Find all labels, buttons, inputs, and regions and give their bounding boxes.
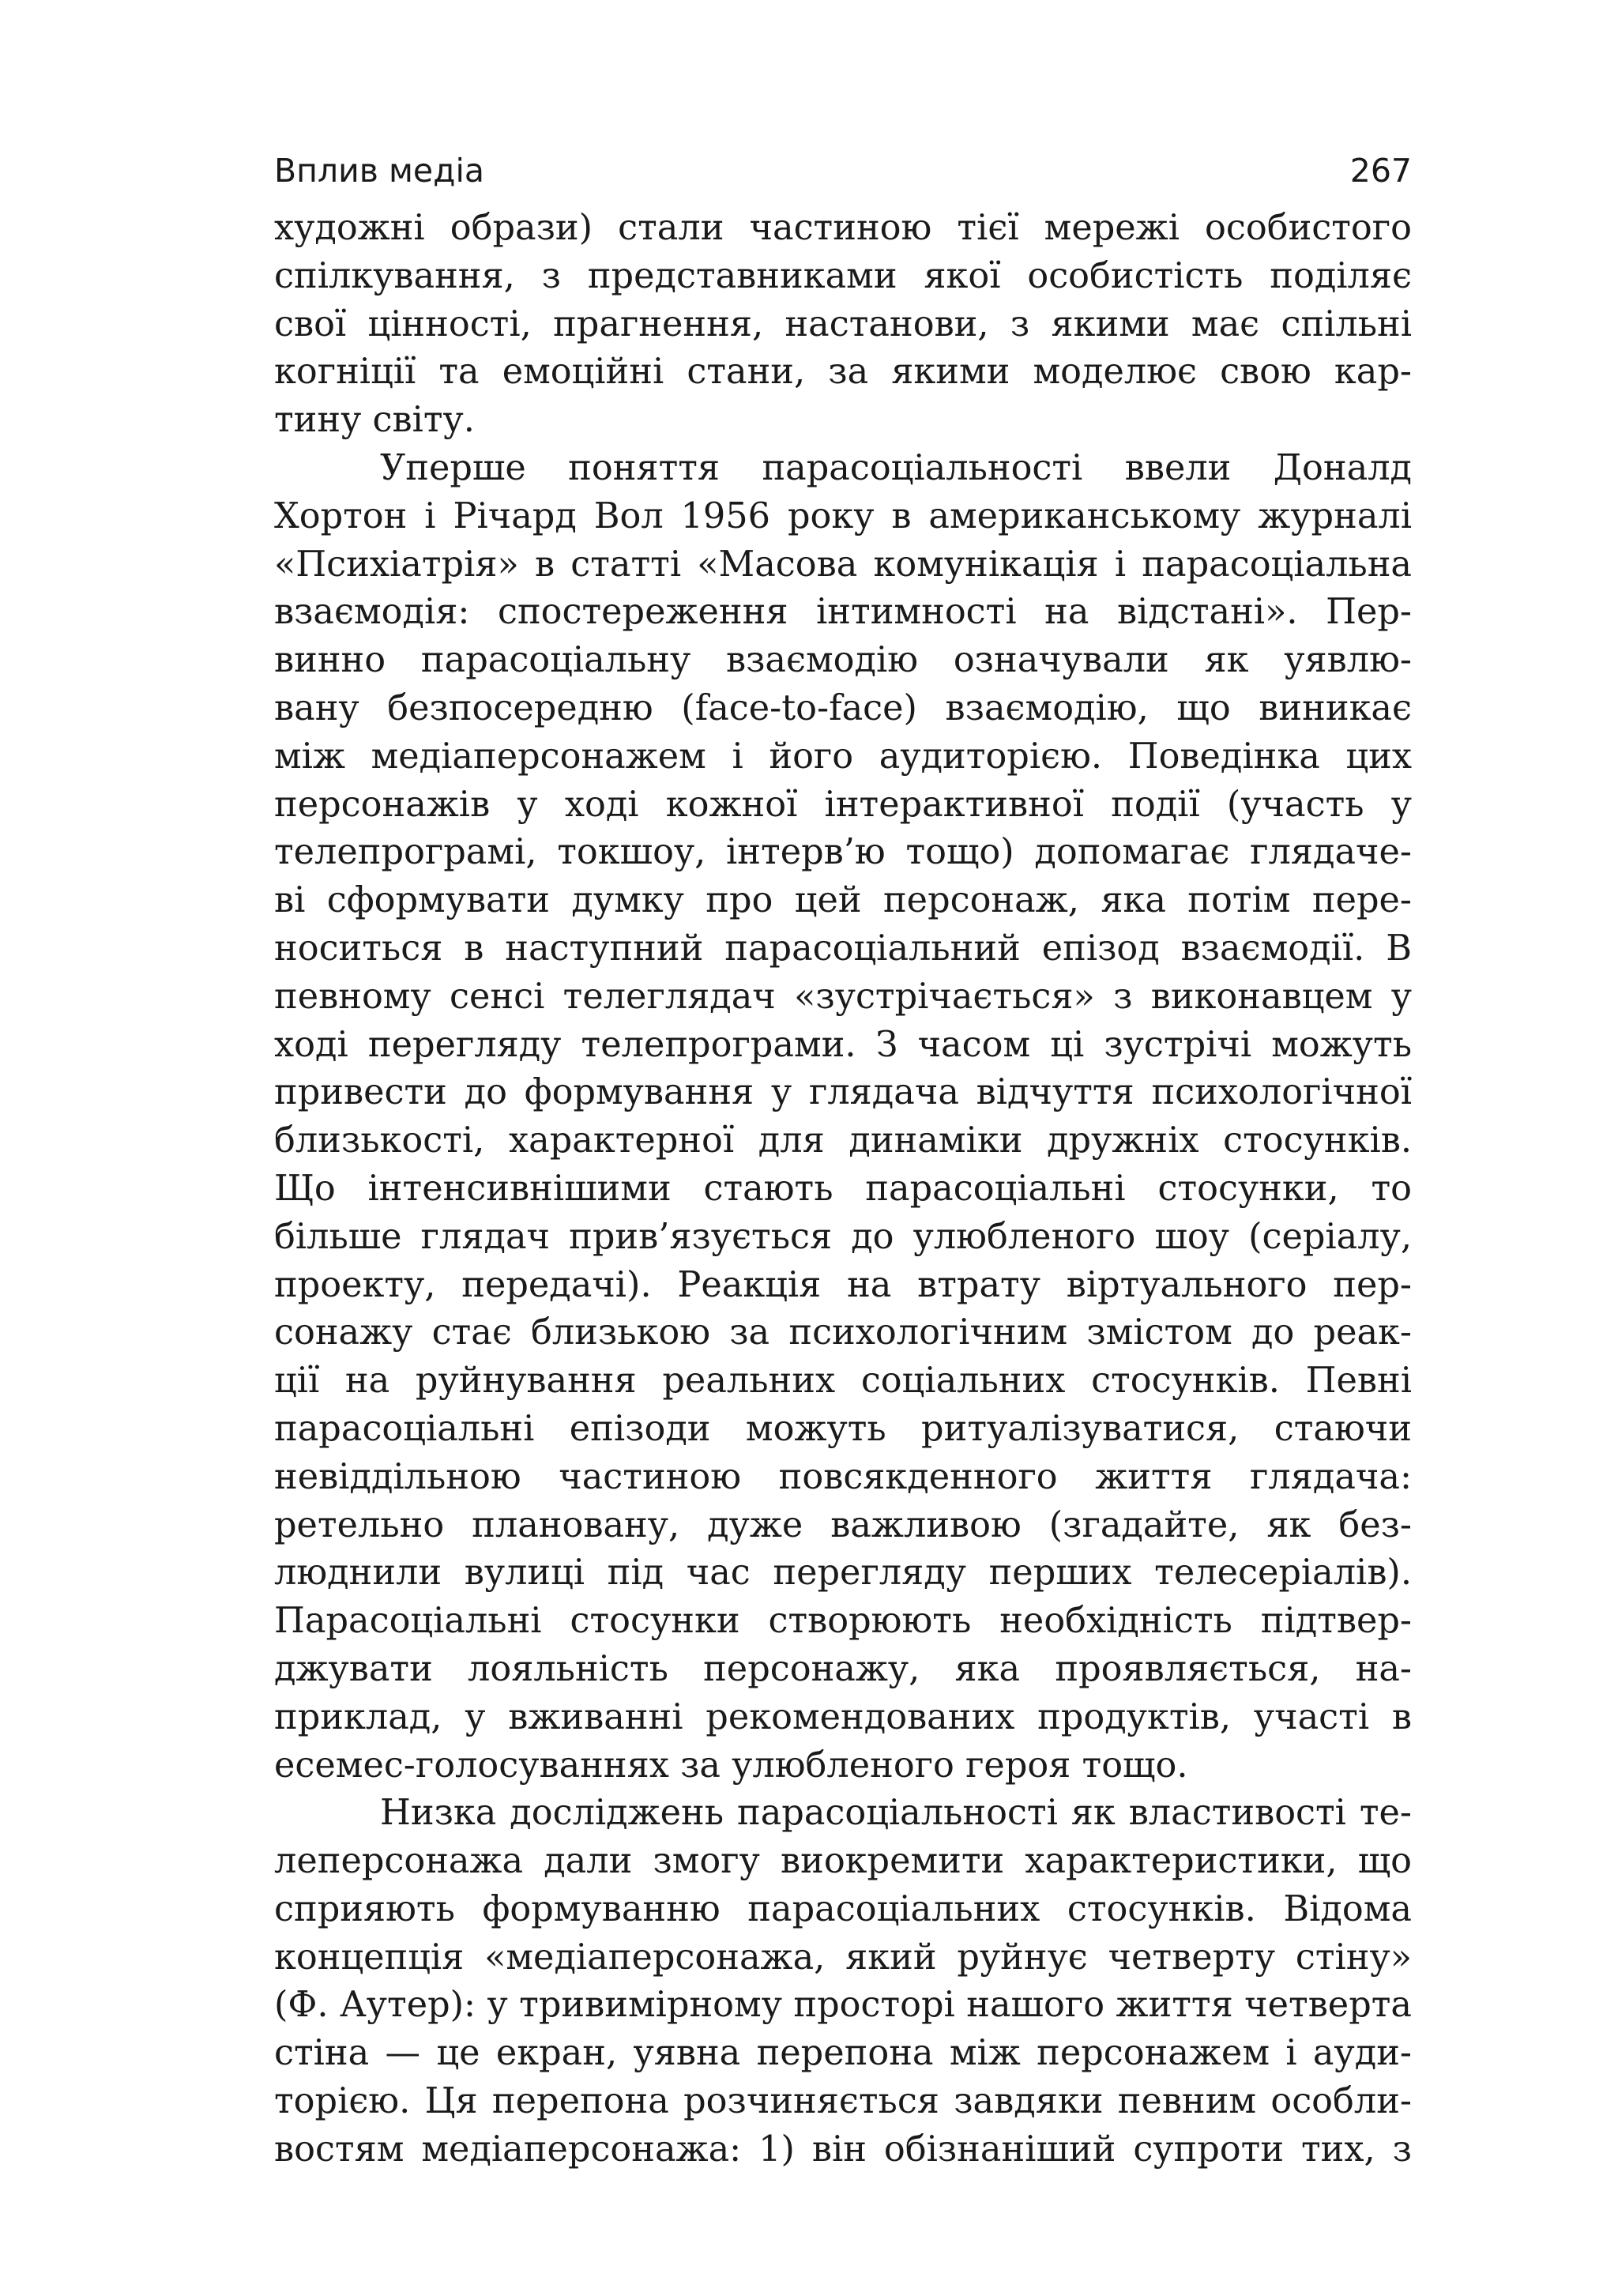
text-line: певному сенсі телеглядач «зустрічається» з виконавцем у <box>274 975 1412 1017</box>
text-line: невіддільною частиною повсякденного життя глядача: <box>274 1455 1412 1497</box>
text-line: проекту, передачі). Реакція на втрату віртуального пер- <box>274 1263 1412 1305</box>
text-line: ході перегляду телепрограми. З часом ці зустрічі можуть <box>274 1023 1412 1065</box>
text-line: привести до формування у глядача відчуття психологічної <box>274 1071 1412 1113</box>
paragraph <box>274 444 1412 1789</box>
text-line: тину світу. <box>274 399 475 441</box>
page-number: 267 <box>1349 152 1412 190</box>
body-text <box>274 204 1412 2174</box>
text-line: вану безпосередню (face-to-face) взаємодію, що виникає <box>274 687 1412 728</box>
text-line: (Ф. Аутер): у тривимірному просторі нашого життя четверта <box>274 1984 1412 2026</box>
text-line: «Психіатрія» в статті «Масова комунікація і парасоціальна <box>274 543 1412 585</box>
text-line: Уперше поняття парасоціальності ввели Доналд <box>380 446 1412 488</box>
text-line: сприяють формуванню парасоціальних стосунків. Відома <box>274 1888 1412 1929</box>
text-line: востям медіаперсонажа: 1) він обізнаніший супроти тих, з <box>274 2128 1412 2170</box>
text-line: більше глядач прив’язується до улюбленого шоу (серіалу, <box>274 1215 1412 1257</box>
text-line: Парасоціальні стосунки створюють необхідність підтвер- <box>274 1600 1412 1642</box>
running-head <box>274 147 1412 194</box>
text-line: носиться в наступний парасоціальний епізод взаємодії. В <box>274 927 1412 969</box>
text-line: парасоціальні епізоди можуть ритуалізуватися, стаючи <box>274 1407 1412 1449</box>
text-line: ві сформувати думку про цей персонаж, яка потім пере- <box>274 879 1412 921</box>
text-line: близькості, характерної для динаміки дружніх стосунків. <box>274 1120 1412 1161</box>
text-line: взаємодія: спостереження інтимності на відстані». Пер- <box>274 591 1412 633</box>
text-line: телепрограмі, токшоу, інтерв’ю тощо) допомагає глядаче- <box>274 831 1412 873</box>
text-line: Хортон і Річард Вол 1956 року в американському журналі <box>274 495 1412 536</box>
text-line: когніції та емоційні стани, за якими моделює свою кар- <box>274 351 1412 393</box>
text-line: ції на руйнування реальних соціальних стосунків. Певні <box>274 1360 1412 1402</box>
text-line: свої цінності, прагнення, настанови, з якими має спільні <box>274 303 1412 344</box>
text-line: спілкування, з представниками якої особистість поділяє <box>274 254 1412 296</box>
text-line: між медіаперсонажем і його аудиторією. Поведінка цих <box>274 735 1412 777</box>
text-line: торією. Ця перепона розчиняється завдяки певним особли- <box>274 2080 1412 2122</box>
text-line: приклад, у вживанні рекомендованих продуктів, участі в <box>274 1696 1412 1737</box>
paragraph <box>274 1789 1412 2173</box>
text-line: художні образи) стали частиною тієї мережі особистого <box>274 207 1412 248</box>
text-line: стіна — це екран, уявна перепона між персонажем і ауди- <box>274 2032 1412 2074</box>
text-line: Низка досліджень парасоціальності як властивості те- <box>380 1792 1412 1834</box>
text-line: есемес-голосуваннях за улюбленого героя тощо. <box>274 1744 1188 1786</box>
text-line: персонажів у ході кожної інтерактивної події (участь у <box>274 783 1412 825</box>
paragraph <box>274 204 1412 444</box>
text-line: люднили вулиці під час перегляду перших телесеріалів). <box>274 1552 1412 1594</box>
running-title: Вплив медіа <box>274 152 484 190</box>
text-line: ретельно плановану, дуже важливою (згадайте, як без- <box>274 1504 1412 1545</box>
text-line: джувати лояльність персонажу, яка проявляється, на- <box>274 1647 1412 1689</box>
text-line: винно парасоціальну взаємодію означували як уявлю- <box>274 639 1412 681</box>
text-line: концепція «медіаперсонажа, який руйнує четверту стіну» <box>274 1936 1412 1978</box>
text-line: сонажу стає близькою за психологічним змістом до реак- <box>274 1312 1412 1353</box>
text-line: Що інтенсивнішими стають парасоціальні стосунки, то <box>274 1167 1412 1209</box>
text-line: леперсонажа дали змогу виокремити характеристики, що <box>274 1840 1412 1882</box>
